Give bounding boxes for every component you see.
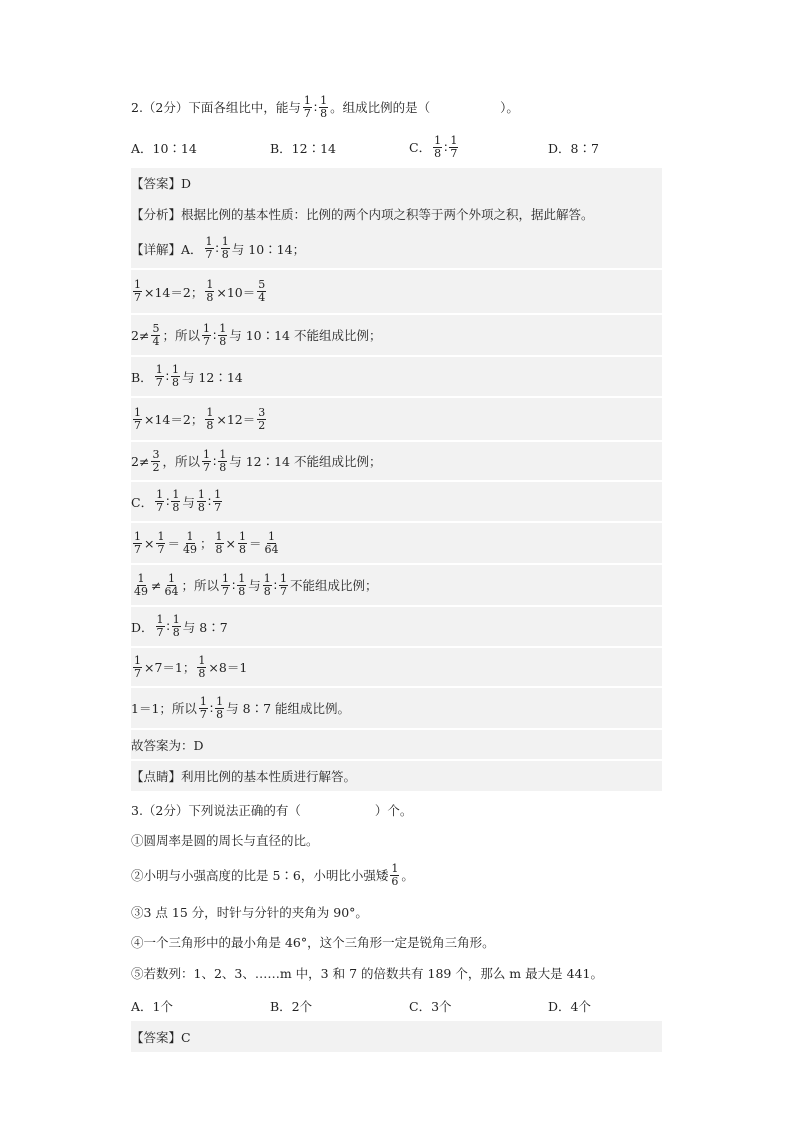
q2-analysis: 【分析】根据比例的基本性质：比例的两个内项之积等于两个外项之积，据此解答。 bbox=[131, 198, 662, 229]
q2-detail-b3: 2≠ $\frac{3}{2}$ ，所以 $\frac{1}{7}$ ∶ $\frac{1}{8}$ 与 12∶14 不能组成比例； bbox=[131, 442, 662, 480]
fraction: $\frac{1}{8}$ bbox=[198, 653, 206, 680]
option-c[interactable]: C． $\frac{1}{8}$ ∶ $\frac{1}{7}$ bbox=[409, 133, 458, 160]
fraction: $\frac{1}{8}$ bbox=[206, 278, 214, 304]
q3-statement-4: ④一个三角形中的最小角是 46°，这个三角形一定是锐角三角形。 bbox=[131, 935, 495, 950]
q3-statement-3: ③3 点 15 分，时针与分针的夹角为 90°。 bbox=[131, 905, 368, 920]
fraction: $\frac{1}{7}$ bbox=[157, 529, 165, 556]
fraction: $\frac{1}{7}$ bbox=[134, 278, 141, 304]
q2-detail-d3: 1＝1；所以 $\frac{1}{7}$ ∶ $\frac{1}{8}$ 与 8∶7 能组成比例。 bbox=[131, 688, 662, 728]
fraction: $\frac{1}{8}$ bbox=[215, 529, 223, 556]
fraction: $\frac{1}{64}$ bbox=[264, 529, 279, 556]
fraction: $\frac{1}{8}$ bbox=[206, 405, 214, 432]
fraction: $\frac{1}{8}$ bbox=[239, 529, 246, 556]
q3-answer: 【答案】C bbox=[131, 1021, 662, 1052]
fraction: $\frac{1}{8}$ bbox=[221, 235, 229, 261]
option-d[interactable]: D．8∶7 bbox=[548, 141, 599, 156]
q3-option-c[interactable]: C．3个 bbox=[409, 999, 452, 1014]
fraction: $\frac{1}{8}$ bbox=[219, 447, 227, 474]
fraction: $\frac{1}{8}$ bbox=[216, 694, 224, 721]
question-3-stem: 3.（2分）下列说法正确的有（ ）个。 bbox=[131, 803, 413, 818]
fraction: $\frac{1}{7}$ bbox=[134, 653, 141, 680]
q2-comment: 【点睛】利用比例的基本性质进行解答。 bbox=[131, 761, 662, 791]
fraction: $\frac{1}{7}$ bbox=[202, 321, 210, 348]
q2-final-answer: 故答案为：D bbox=[131, 730, 662, 759]
fraction: $\frac{1}{8}$ bbox=[197, 488, 205, 514]
q3-statement-2: ②小明与小强高度的比是 5∶6，小明比小强矮 $\frac{1}{6}$ 。 bbox=[131, 861, 414, 888]
q3-option-a[interactable]: A．1个 bbox=[131, 999, 173, 1014]
fraction: $\frac{1}{7}$ bbox=[134, 405, 141, 432]
q2-detail-c3: $\frac{1}{49}$ ≠ $\frac{1}{64}$ ；所以 $\frac{1}{7}$ ∶ $\frac{1}{8}$ 与 $\frac{1}{8}$ ∶ $\frac{1}{7}$ 不能组成比例； bbox=[131, 565, 662, 605]
fraction: $\frac{5}{4}$ bbox=[258, 278, 266, 304]
q2-detail-c1: C． $\frac{1}{7}$ ∶ $\frac{1}{8}$ 与 $\frac{1}{8}$ ∶ $\frac{1}{7}$ bbox=[131, 482, 662, 521]
q2-detail-a1: 【详解】A． $\frac{1}{7}$ ∶ $\frac{1}{8}$ 与 10∶14； bbox=[131, 229, 662, 268]
fraction: $\frac{1}{8}$ bbox=[172, 613, 180, 639]
fraction: $\frac{1}{7}$ bbox=[450, 133, 458, 160]
q2-stem-part2: 。组成比例的是（ bbox=[330, 100, 431, 115]
fraction: $\frac{1}{7}$ bbox=[156, 488, 164, 514]
fraction: $\frac{1}{8}$ bbox=[171, 363, 179, 389]
q2-stem-part3: ）。 bbox=[500, 100, 519, 115]
fraction: $\frac{1}{8}$ bbox=[219, 321, 227, 348]
fraction: $\frac{1}{7}$ bbox=[205, 235, 213, 261]
q2-detail-d2: $\frac{1}{7}$ ×7＝1； $\frac{1}{8}$ ×8＝1 bbox=[131, 648, 662, 686]
q2-detail-d1: D． $\frac{1}{7}$ ∶ $\frac{1}{8}$ 与 8∶7 bbox=[131, 607, 662, 646]
fraction: $\frac{3}{2}$ bbox=[258, 405, 266, 432]
fraction: $\frac{1}{7}$ bbox=[303, 93, 311, 120]
q2-detail-c2: $\frac{1}{7}$ × $\frac{1}{7}$ ＝ $\frac{1}{49}$ ； $\frac{1}{8}$ × $\frac{1}{8}$ ＝ $\frac{1}{64}$ bbox=[131, 523, 662, 563]
fraction: $\frac{1}{49}$ bbox=[183, 529, 197, 556]
fraction: $\frac{5}{4}$ bbox=[152, 321, 160, 348]
fraction: $\frac{1}{8}$ bbox=[238, 571, 246, 598]
option-b[interactable]: B．12∶14 bbox=[270, 141, 336, 156]
fraction: $\frac{1}{7}$ bbox=[214, 488, 222, 514]
q3-statement-5: ⑤若数列：1、2、3、……m 中，3 和 7 的倍数共有 189 个，那么 m 最大是 441。 bbox=[131, 966, 603, 981]
fraction: $\frac{1}{7}$ bbox=[156, 613, 164, 639]
fraction: $\frac{3}{2}$ bbox=[152, 447, 160, 474]
q2-detail-a2: $\frac{1}{7}$ ×14＝2； $\frac{1}{8}$ ×10＝ $\frac{5}{4}$ bbox=[131, 270, 662, 313]
fraction: $\frac{1}{8}$ bbox=[434, 133, 442, 160]
fraction: $\frac{1}{64}$ bbox=[164, 571, 179, 598]
fraction: $\frac{1}{7}$ bbox=[280, 571, 288, 598]
question-2-stem: 2.（2分）下面各组比中，能与 $\frac{1}{7}$ ∶ $\frac{1}{8}$ 。组成比例的是（ ）。 bbox=[131, 93, 519, 120]
fraction: $\frac{1}{6}$ bbox=[391, 861, 399, 888]
fraction: $\frac{1}{7}$ bbox=[199, 694, 207, 721]
fraction: $\frac{1}{7}$ bbox=[202, 447, 210, 474]
q2-stem-part1: 2.（2分）下面各组比中，能与 bbox=[131, 100, 301, 115]
q3-option-b[interactable]: B．2个 bbox=[270, 999, 313, 1014]
fraction: $\frac{1}{8}$ bbox=[263, 571, 271, 598]
q2-detail-b1: B． $\frac{1}{7}$ ∶ $\frac{1}{8}$ 与 12∶14 bbox=[131, 357, 662, 396]
fraction: $\frac{1}{7}$ bbox=[134, 529, 141, 556]
q2-detail-a3: 2≠ $\frac{5}{4}$ ；所以 $\frac{1}{7}$ ∶ $\frac{1}{8}$ 与 10∶14 不能组成比例； bbox=[131, 315, 662, 355]
fraction: $\frac{1}{49}$ bbox=[134, 571, 148, 598]
q2-answer: 【答案】D bbox=[131, 168, 662, 198]
option-a[interactable]: A．10∶14 bbox=[131, 141, 197, 156]
fraction: $\frac{1}{7}$ bbox=[155, 363, 163, 389]
fraction: $\frac{1}{8}$ bbox=[320, 93, 328, 120]
fraction: $\frac{1}{7}$ bbox=[222, 571, 229, 598]
q3-statement-1: ①圆周率是圆的周长与直径的比。 bbox=[131, 833, 319, 848]
fraction: $\frac{1}{8}$ bbox=[172, 488, 180, 514]
q3-option-d[interactable]: D．4个 bbox=[548, 999, 591, 1014]
q2-detail-b2: $\frac{1}{7}$ ×14＝2； $\frac{1}{8}$ ×12＝ $\frac{3}{2}$ bbox=[131, 398, 662, 440]
